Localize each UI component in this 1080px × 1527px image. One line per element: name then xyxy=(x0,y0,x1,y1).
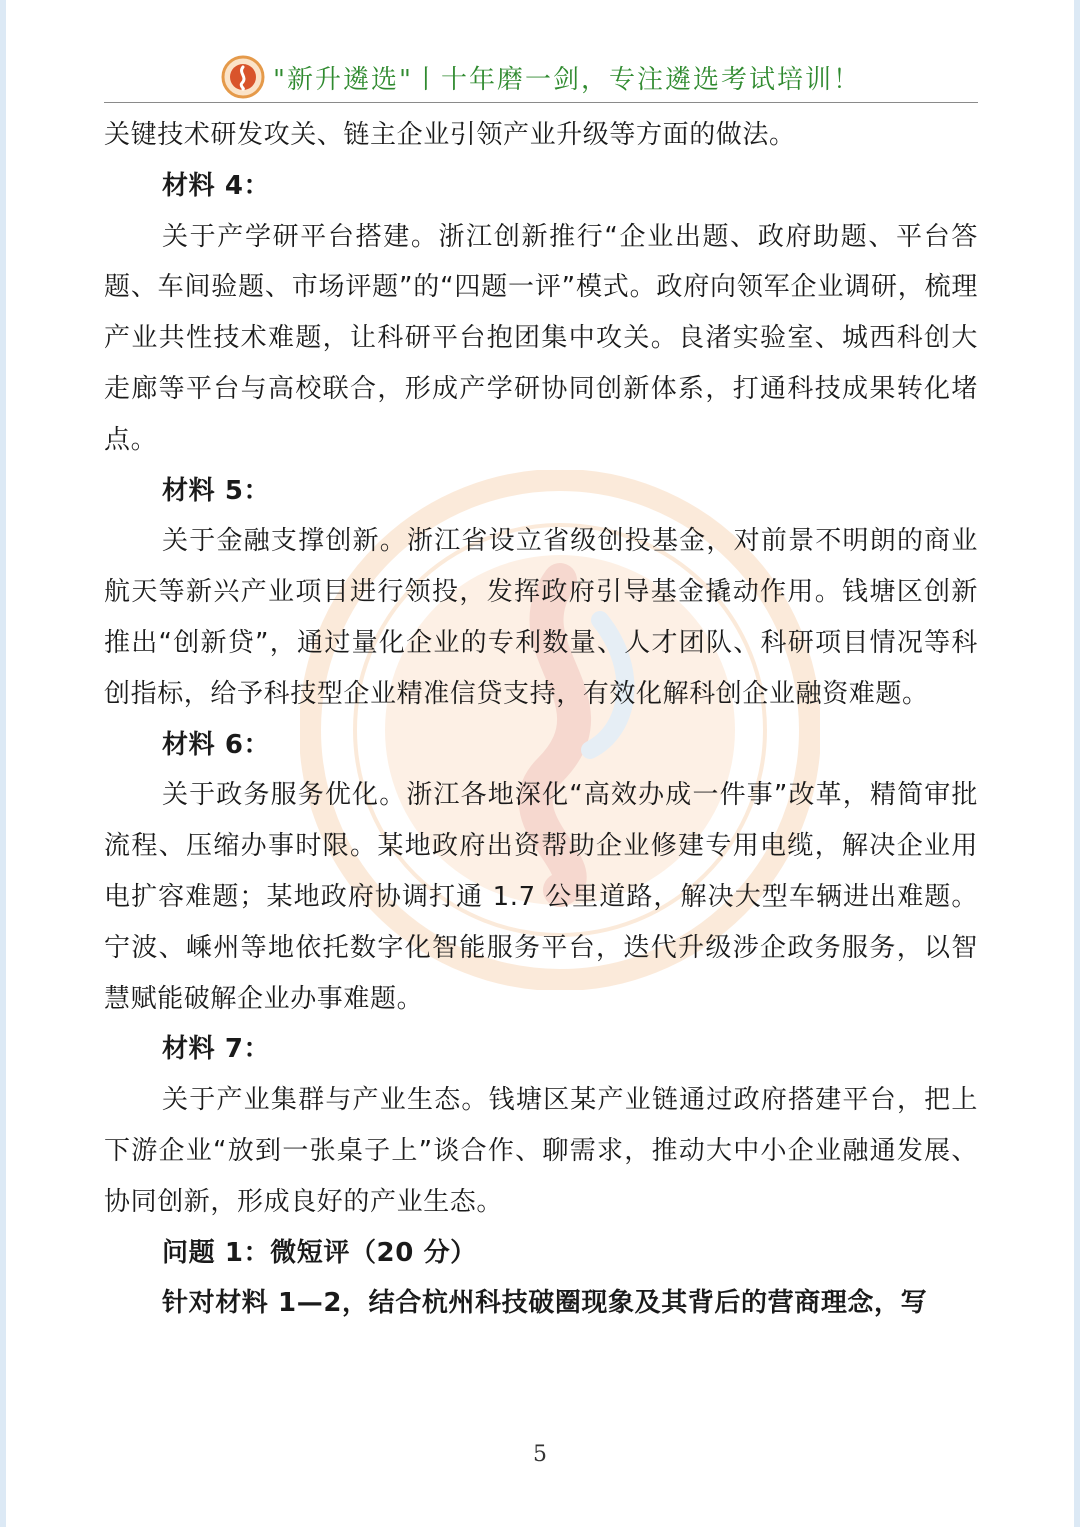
material-7-text: 关于产业集群与产业生态。钱塘区某产业链通过政府搭建平台，把上下游企业“放到一张桌子上”谈合作、聊需求，推动大中小企业融通发展、协同创新，形成良好的产业生态。 xyxy=(104,1085,978,1217)
header-divider xyxy=(104,102,978,103)
material-7-label: 材料 7： xyxy=(162,1034,271,1065)
material-4-label: 材料 4： xyxy=(162,170,271,201)
page-number: 5 xyxy=(533,1442,547,1467)
material-5-text: 关于金融支撑创新。浙江省设立省级创投基金，对前景不明朗的商业航天等新兴产业项目进行领投，发挥政府引导基金撬动作用。钱塘区创新推出“创新贷”，通过量化企业的专利数量、人才团队、科研项目情况等科创指标，给予科技型企业精准信贷支持，有效化解科创企业融资难题。 xyxy=(104,526,978,709)
xinsheng-logo-icon xyxy=(221,55,265,99)
paragraph-continuation: 关键技术研发攻关、链主企业引领产业升级等方面的做法。 xyxy=(104,120,796,150)
material-4-text: 关于产学研平台搭建。浙江创新推行“企业出题、政府助题、平台答题、车间验题、市场评题”的“四题一评”模式。政府向领军企业调研，梳理产业共性技术难题，让科研平台抱团集中攻关。良渚实验室、城西科创大走廊等平台与高校联合，形成产学研协同创新体系，打通科技成果转化堵点。 xyxy=(104,221,978,455)
material-5-label: 材料 5： xyxy=(162,475,271,506)
material-6-text: 关于政务服务优化。浙江各地深化“高效办成一件事”改革，精简审批流程、压缩办事时限。某地政府出资帮助企业修建专用电缆，解决企业用电扩容难题；某地政府协调打通 1.7 公里道路，解决大型车辆进出难题。宁波、嵊州等地依托数字化智能服务平台，迭代升级涉企政务服务，以智慧赋能破解企业办事难题。 xyxy=(104,780,978,1014)
material-6-label: 材料 6： xyxy=(162,729,271,760)
page-header xyxy=(104,52,978,102)
document-body xyxy=(104,110,978,1329)
header-tagline: "新升遴选"丨十年磨一剑，专注遴选考试培训！ xyxy=(273,64,861,95)
question-1-label: 问题 1：微短评（20 分） xyxy=(162,1237,477,1268)
question-1-text: 针对材料 1—2，结合杭州科技破圈现象及其背后的营商理念，写 xyxy=(162,1288,928,1319)
